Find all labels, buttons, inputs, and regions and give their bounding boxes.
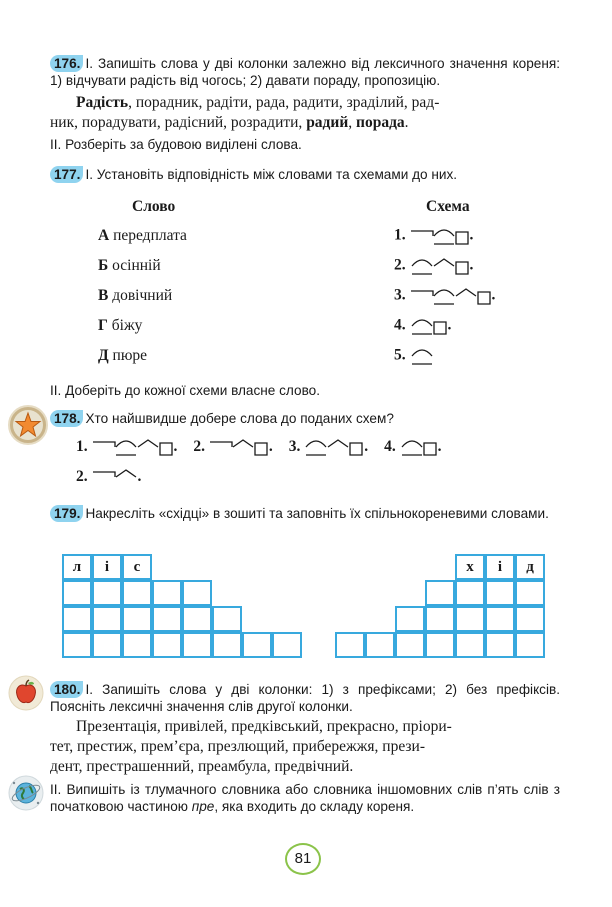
staircase-cell	[92, 606, 122, 632]
morpheme-scheme	[92, 436, 174, 458]
ex178-scheme-item	[384, 438, 441, 455]
ex177-word-text: передплата	[113, 227, 187, 244]
staircase-cell	[485, 580, 515, 606]
prefix-mark	[93, 472, 115, 477]
ex178-scheme-number: 3.	[288, 437, 305, 455]
root-mark	[434, 230, 454, 236]
staircase-cell: с	[122, 554, 152, 580]
ex176-line2-seg: радий	[306, 114, 349, 131]
staircase-cell	[395, 606, 425, 632]
staircase-cell	[182, 606, 212, 632]
morpheme-scheme	[410, 315, 448, 337]
ex177-word-letter: В	[98, 287, 113, 304]
staircase-cell	[92, 632, 122, 658]
ex177-word-text: пюре	[112, 347, 148, 364]
staircase-cell	[425, 632, 455, 658]
ex180-task-i	[50, 681, 560, 715]
ex178-task	[50, 410, 394, 427]
staircase-cell: л	[62, 554, 92, 580]
ending-mark	[456, 232, 468, 244]
ex178-scheme-item	[76, 468, 141, 485]
staircase-cell	[182, 632, 212, 658]
staircase-cell	[122, 580, 152, 606]
ex177-task-i	[50, 166, 457, 183]
ex178-number: 178.	[50, 410, 83, 427]
ex177-col-scheme: Схема	[426, 198, 470, 215]
ex178-scheme-item	[289, 438, 368, 455]
staircase-cell	[365, 632, 395, 658]
root-mark	[116, 441, 136, 447]
staircase-cell	[212, 606, 242, 632]
ending-mark	[255, 443, 267, 455]
staircase-cell	[152, 606, 182, 632]
ex179-task	[50, 505, 560, 522]
staircase-cell	[122, 632, 152, 658]
ex177-word-item	[98, 287, 172, 305]
staircase-cell	[212, 632, 242, 658]
ex177-scheme-number: 2.	[394, 256, 410, 274]
ex176-words-line2	[50, 114, 560, 132]
staircase-cell	[455, 632, 485, 658]
morpheme-scheme	[410, 285, 492, 307]
ex178-scheme-item	[76, 438, 177, 455]
ex177-number: 177.	[50, 166, 83, 183]
staircase-cell	[425, 606, 455, 632]
staircase-cell	[455, 580, 485, 606]
ex176-words-line1	[76, 94, 560, 112]
ex177-scheme-item	[394, 315, 451, 337]
ex177-word-text: довічний	[112, 287, 173, 304]
ex176-task-i-text: І. Запишіть слова у дві колонки залежно від лексичного значення кореня: 1) відчувати радість від чогось; 2) давати пораду, пропозицію.	[50, 56, 560, 88]
staircase-cell	[122, 606, 152, 632]
apple-icon	[8, 675, 44, 711]
ending-mark	[456, 262, 468, 274]
prefix-mark	[411, 291, 433, 296]
staircase-cell	[515, 580, 545, 606]
ex176-task-ii: ІІ. Розберіть за будовою виділені слова.	[50, 137, 302, 152]
ex177-scheme-item	[394, 345, 434, 367]
ex178-scheme-number: 2.	[193, 437, 209, 455]
suffix-mark	[116, 470, 136, 477]
ex177-scheme-item	[394, 225, 473, 247]
ending-mark	[434, 322, 446, 334]
staircase-cell: і	[92, 554, 122, 580]
scheme-dot: .	[173, 437, 178, 455]
page-number: 81	[285, 843, 321, 875]
suffix-mark	[138, 440, 158, 447]
ex177-word-letter: Г	[98, 317, 112, 334]
ex176-line1-seg: Радість	[76, 94, 129, 111]
morpheme-scheme	[410, 345, 434, 367]
ex177-word-letter: Д	[98, 347, 113, 364]
staircase-cell	[152, 580, 182, 606]
staircase-cell: д	[515, 554, 545, 580]
morpheme-scheme	[410, 255, 470, 277]
ex177-word-item	[98, 257, 161, 275]
staircase-cell	[395, 632, 425, 658]
ex180-words-line1: Презентація, привілей, предківський, прекрасно, пріори-	[76, 718, 452, 735]
morpheme-scheme	[209, 436, 269, 458]
ex176-task-i	[50, 55, 560, 89]
staircase-cell	[425, 580, 455, 606]
ending-mark	[424, 443, 436, 455]
ex177-scheme-number: 1.	[394, 226, 410, 244]
ex178-scheme-number: 1.	[76, 437, 92, 455]
ending-mark	[478, 292, 490, 304]
morpheme-scheme	[304, 436, 364, 458]
star-icon	[8, 405, 48, 445]
ex178-scheme-item	[193, 438, 272, 455]
ex177-word-item	[98, 347, 147, 365]
ex177-task-i-text: І. Установіть відповідність між словами та схемами до них.	[85, 167, 458, 182]
ex177-word-text: осінній	[112, 257, 161, 274]
staircase-cell	[515, 632, 545, 658]
ex177-word-item	[98, 317, 142, 335]
ex180-task-i-text: І. Запишіть слова у дві колонки: 1) з префіксами; 2) без префіксів. Поясніть лексичні значення слів другої колонки.	[50, 682, 560, 714]
staircase-cell	[92, 580, 122, 606]
ending-mark	[350, 443, 362, 455]
scheme-dot: .	[437, 437, 442, 455]
ex176-number: 176.	[50, 55, 83, 72]
staircase-cell	[242, 632, 272, 658]
suffix-mark	[233, 440, 253, 447]
suffix-mark	[456, 289, 476, 296]
scheme-dot: .	[491, 286, 496, 304]
ex177-word-text: біжу	[111, 317, 143, 334]
staircase-cell	[272, 632, 302, 658]
root-mark	[306, 441, 326, 447]
ex176-line2-seg: порада	[356, 114, 405, 131]
staircase-cell	[152, 632, 182, 658]
ex180-task-ii-b: , яка входить до складу кореня.	[214, 799, 415, 814]
root-mark	[402, 441, 422, 447]
staircase-cell	[182, 580, 212, 606]
staircase-cell: х	[455, 554, 485, 580]
ex177-scheme-number: 4.	[394, 316, 410, 334]
staircase-cell	[335, 632, 365, 658]
scheme-dot: .	[268, 437, 273, 455]
root-mark	[434, 290, 454, 296]
ex177-scheme-number: 3.	[394, 286, 410, 304]
staircase-cell	[455, 606, 485, 632]
ex176-line2-seg: ,	[348, 114, 357, 131]
ex177-task-ii: ІІ. Доберіть до кожної схеми власне слово.	[50, 383, 320, 398]
staircase-cell	[62, 606, 92, 632]
ex177-scheme-item	[394, 285, 495, 307]
globe-icon	[8, 775, 44, 811]
staircase-cell	[485, 606, 515, 632]
scheme-dot: .	[137, 467, 142, 485]
prefix-mark	[411, 231, 433, 236]
suffix-mark	[328, 440, 348, 447]
ex180-task-ii-em: пре	[191, 799, 215, 814]
ex177-word-letter: А	[98, 227, 114, 244]
morpheme-scheme	[92, 466, 138, 488]
staircase-cell: і	[485, 554, 515, 580]
ex176-line2-seg: .	[404, 114, 409, 131]
morpheme-scheme	[400, 436, 438, 458]
root-mark	[412, 320, 432, 326]
ex180-words-line2: тет, престиж, прем’єра, презлющий, прибережжя, прези-	[50, 738, 426, 755]
ex178-task-text: Хто найшвидше добере слова до поданих схем?	[85, 411, 394, 426]
ex177-scheme-number: 5.	[394, 346, 410, 364]
ex180-task-ii-a: ІІ. Випишіть із тлумачного словника або словника іншомовних слів п’ять слів з початковою частиною	[50, 782, 560, 814]
root-mark	[412, 260, 432, 266]
ex178-schemes-row2	[76, 466, 157, 492]
ex177-word-letter: Б	[98, 257, 113, 274]
scheme-dot: .	[364, 437, 369, 455]
ex177-word-item	[98, 227, 187, 245]
ex178-scheme-number: 4.	[384, 437, 400, 455]
staircase-cell	[515, 606, 545, 632]
scheme-dot: .	[469, 226, 474, 244]
ex180-words-line3: дент, престрашенний, преамбула, предвічний.	[50, 758, 354, 775]
staircase-cell	[485, 632, 515, 658]
scheme-dot: .	[447, 316, 452, 334]
ex177-scheme-item	[394, 255, 473, 277]
scheme-dot: .	[469, 256, 474, 274]
ending-mark	[160, 443, 172, 455]
ex176-line2-seg: ник, порадувати, радісний, розрадити,	[50, 114, 307, 131]
prefix-mark	[210, 442, 232, 447]
morpheme-scheme	[410, 225, 470, 247]
prefix-mark	[93, 442, 115, 447]
ex179-number: 179.	[50, 505, 83, 522]
staircase-cell	[62, 632, 92, 658]
staircase-cell	[62, 580, 92, 606]
suffix-mark	[434, 259, 454, 266]
ex180-task-ii	[50, 781, 560, 815]
ex179-task-text: Накресліть «східці» в зошиті та заповніть їх спільнокореневими словами.	[85, 506, 549, 521]
ex178-schemes-row1	[76, 436, 458, 462]
ex176-line1-seg: , порадник, радіти, рада, радити, зраділий, рад-	[128, 94, 440, 111]
root-mark	[412, 350, 432, 356]
ex178-scheme-number: 2.	[76, 467, 92, 485]
ex180-number: 180.	[50, 681, 83, 698]
ex177-col-word: Слово	[132, 198, 176, 215]
